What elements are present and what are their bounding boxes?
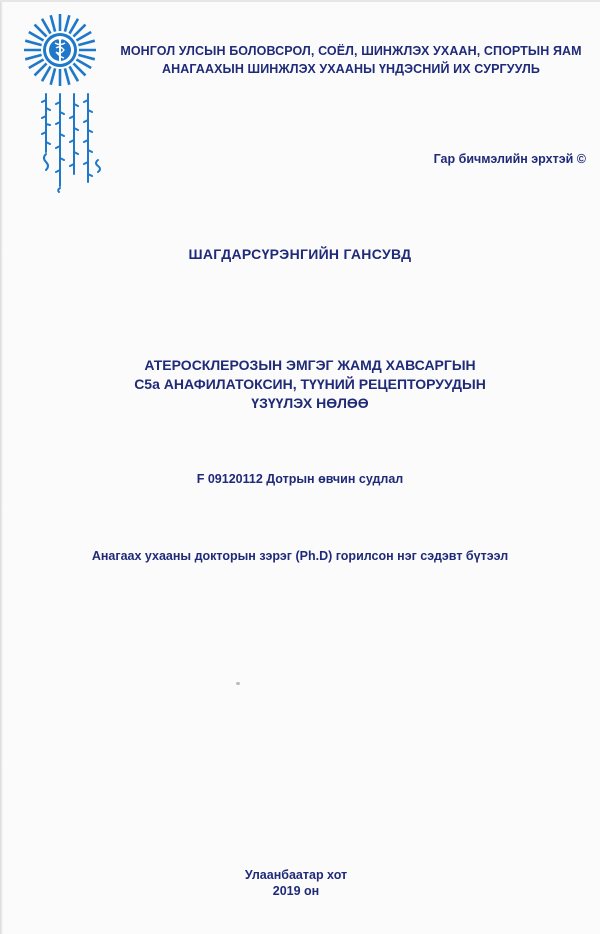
logo-ray [25,55,41,59]
logo-ray [73,25,85,37]
logo-ray [70,66,79,81]
logo-ray [65,15,69,31]
degree-note: Анагаах ухааны докторын зэрэг (Ph.D) горилсон нэг сэдэвт бүтээл [91,549,509,563]
mongolian-script-emblem-icon [38,90,104,194]
title-line: ҮЗҮҮЛЭХ НӨЛӨӨ [251,395,369,411]
logo-ray [76,32,91,41]
author-name: ШАГДАРСҮРЭНГИЙН ГАНСУВД [188,246,412,262]
scan-edge-top [0,0,600,2]
logo-ray [78,41,94,45]
year: 2019 он [272,884,320,898]
logo-ray [29,60,44,69]
ministry-name: МОНГОЛ УЛСЫН БОЛОВСРОЛ, СОЁЛ, ШИНЖЛЭХ УХААН, СПОРТЫН ЯАМ [120,44,582,58]
city: Улаанбаатар хот [244,868,348,882]
logo-ray [42,66,51,81]
logo-ray [35,63,47,75]
place-and-year [0,867,592,899]
logo-ray [70,19,79,34]
specialty-code: F 09120112 Дотрын өвчин судлал [196,472,404,486]
university-name: АНАГААХЫН ШИНЖЛЭХ УХААНЫ ҮНДЭСНИЙ ИХ СУРГУУЛЬ [162,62,540,76]
copyright-note: Гар бичмэлийн эрхтэй © [433,152,586,166]
logo-ray [51,68,55,84]
university-logo-icon [22,12,98,88]
logo-ray [25,41,41,45]
logo-ray [65,68,69,84]
logo-ray [29,32,44,41]
scan-edge [0,0,3,934]
scan-speck [236,682,240,685]
dissertation-title [0,356,600,413]
logo-ray [76,60,91,69]
logo-ray [35,25,47,37]
logo-ray [73,63,85,75]
title-line: С5а АНАФИЛАТОКСИН, ТҮҮНИЙ РЕЦЕПТОРУУДЫН [134,376,486,392]
logo-ray [42,19,51,34]
title-line: АТЕРОСКЛЕРОЗЫН ЭМГЭГ ЖАМД ХАВСАРГЫН [144,357,476,373]
logo-ray [78,55,94,59]
logo-ray [51,15,55,31]
